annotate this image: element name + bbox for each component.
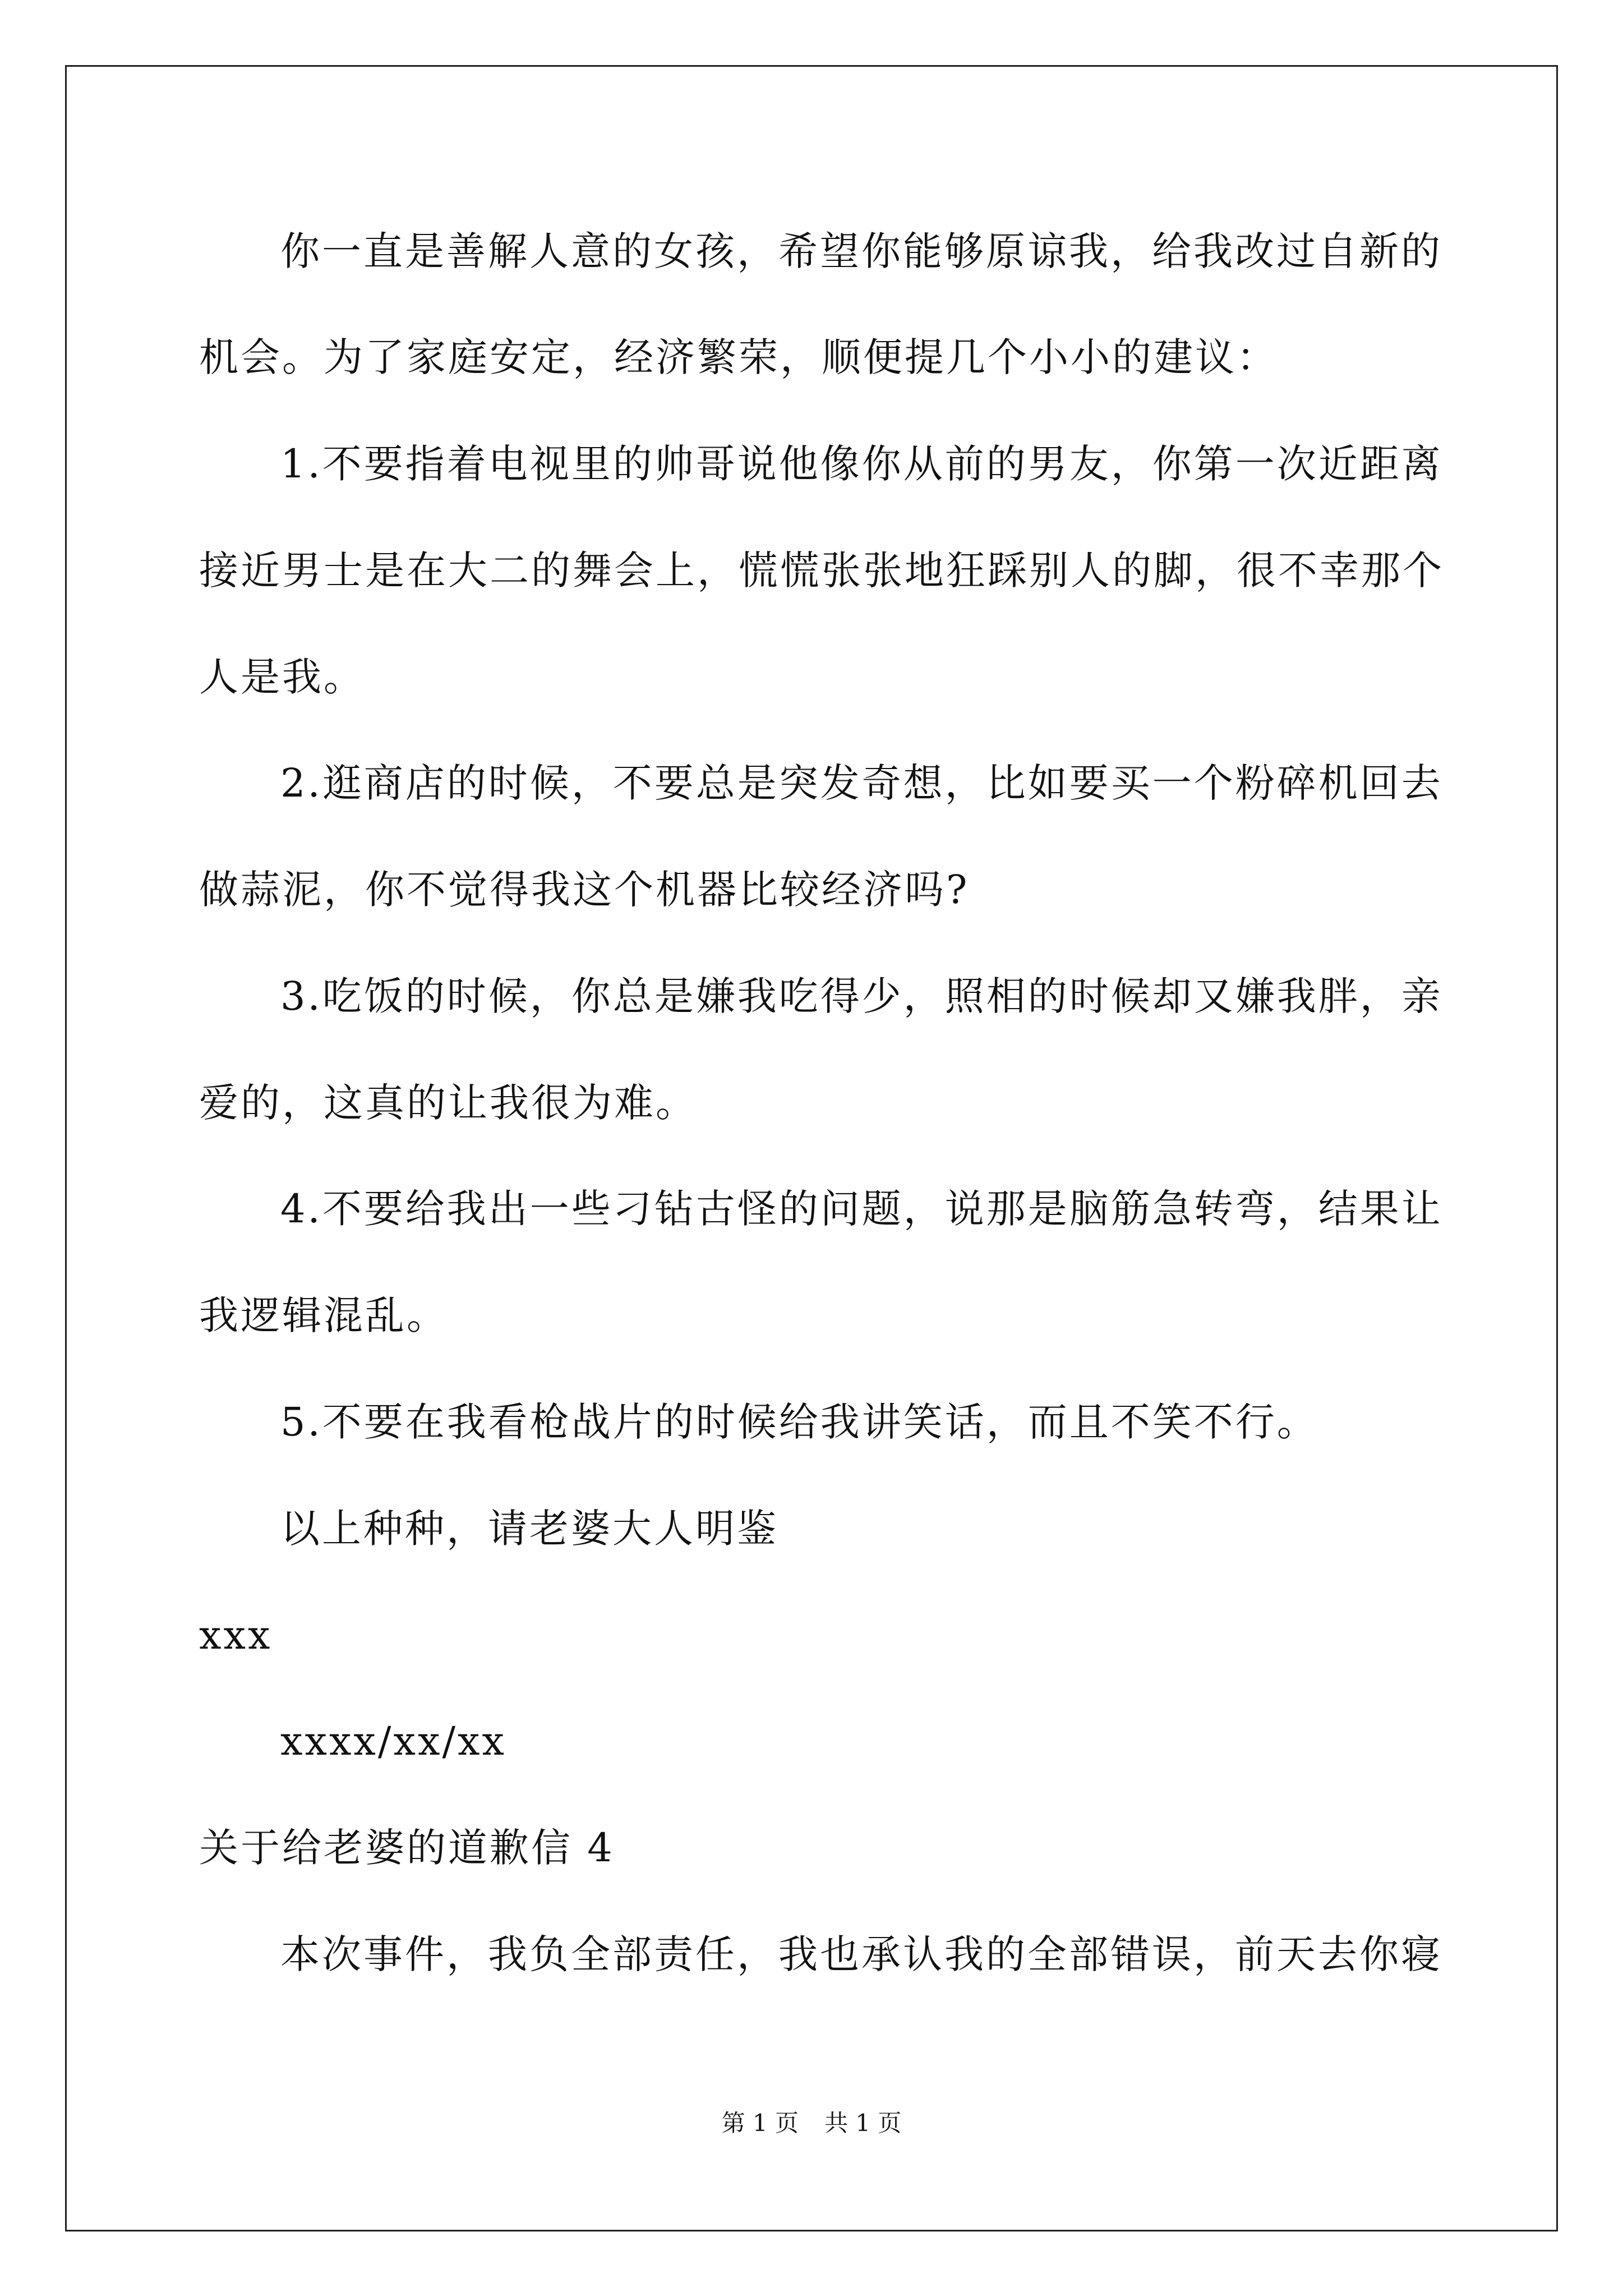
list-item-5-line-1: 5.不要在我看枪战片的时候给我讲笑话，而且不笑不行。 <box>280 1399 1318 1445</box>
signature: xxx <box>199 1612 273 1658</box>
page-number-label: 第 1 页 <box>721 2109 799 2137</box>
paragraph-line-next: 本次事件，我负全部责任，我也承认我的全部错误，前天去你寝 <box>280 1931 1442 1977</box>
list-item-1-line-3: 人是我。 <box>199 654 365 700</box>
page-footer <box>0 2106 1623 2140</box>
list-item-4-line-2: 我逻辑混乱。 <box>199 1292 448 1338</box>
page-total-label: 共 1 页 <box>824 2109 902 2137</box>
list-item-1-line-1: 1.不要指着电视里的帅哥说他像你从前的男友，你第一次近距离 <box>280 441 1443 487</box>
paragraph-line-1: 你一直是善解人意的女孩，希望你能够原谅我，给我改过自新的 <box>280 228 1442 274</box>
list-item-4-line-1: 4.不要给我出一些刁钻古怪的问题，说那是脑筋急转弯，结果让 <box>280 1186 1443 1232</box>
page-border <box>65 65 1558 2231</box>
section-heading: 关于给老婆的道歉信 4 <box>199 1825 615 1871</box>
list-item-2-line-2: 做蒜泥，你不觉得我这个机器比较经济吗? <box>199 867 970 913</box>
list-item-3-line-2: 爱的，这真的让我很为难。 <box>199 1080 697 1126</box>
paragraph-line-2: 机会。为了家庭安定，经济繁荣，顺便提几个小小的建议： <box>199 334 1278 380</box>
date-line: xxxx/xx/xx <box>280 1718 506 1764</box>
closing-line: 以上种种，请老婆大人明鉴 <box>280 1506 778 1552</box>
list-item-1-line-2: 接近男士是在大二的舞会上，慌慌张张地狂踩别人的脚，很不幸那个 <box>199 547 1444 593</box>
list-item-3-line-1: 3.吃饭的时候，你总是嫌我吃得少，照相的时候却又嫌我胖，亲 <box>280 973 1443 1019</box>
list-item-2-line-1: 2.逛商店的时候，不要总是突发奇想，比如要买一个粉碎机回去 <box>280 760 1443 806</box>
